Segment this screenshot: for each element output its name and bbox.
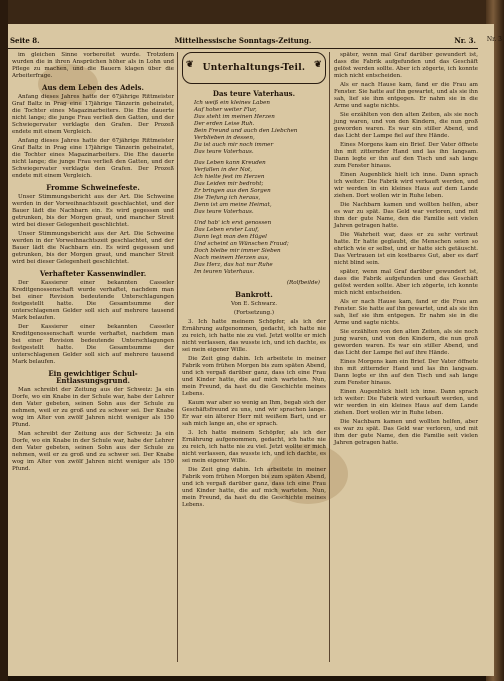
poem-line: Das Leiden mir bedroht; xyxy=(194,181,264,187)
poem-stanza xyxy=(182,100,326,156)
story-paragraph: 3. Ich hatte meinem Schöpfer, als ich der Ernährung aufgenommen, gedacht, ich hatte nie zu reich, ich hatte nie zu viel. Jetzt wollte er mich nicht verlassen, das wusste ich, und ich dachte, es sei mein eigener Wille. xyxy=(182,430,326,464)
poem-line: Nach meinem Herzen aus, xyxy=(194,255,270,261)
poem-line: Das Leben erster Lauf, xyxy=(194,227,259,233)
page-number: Seite 8. xyxy=(10,36,40,45)
story-continuation: (Fortsetzung.) xyxy=(233,310,275,316)
poem-line: Das teure Vaterhaus. xyxy=(194,149,254,155)
poem-title: Das teure Vaterhaus. xyxy=(212,89,296,98)
issue-number: Nr. 3. xyxy=(454,36,476,45)
poem-line: Das Leben kann Kreuden xyxy=(194,160,266,166)
article-text: Man schreibt der Zeitung aus der Schweiz: Ja ein Dorfe, wo ein Knabe in der Schule war, habe der Lehrer den Vater gebeten, seinen Sohn aus der Schule zu nehmen, weil er zu groß und zu schwer sei. Der Knabe wog im Alter von zwölf Jahren nicht weniger als 150 Pfund. xyxy=(12,387,174,428)
poem-line: Und scheint an Wünschen Fraud; xyxy=(194,241,289,247)
poem-line: Verblieben in dessen, xyxy=(194,135,255,141)
banner-title: Unterhaltungs-Teil. xyxy=(202,62,306,73)
story-paragraph: Einen Augenblick hielt ich inne. Dann sprach ich weiter: Die Fabrik wird verkauft werden, und wir werden in ein kleines Haus auf dem Lande ziehen. Dort wollen wir in Ruhe leben. xyxy=(334,172,478,199)
poem-line: Ich weiß ein kleines Laben xyxy=(194,100,270,106)
poem-line: Bein Freund und auch den Liebchen xyxy=(194,128,298,134)
poem-line: Da ist auch mir noch immer xyxy=(194,142,274,148)
article-title: Fromme Schweinefeste. xyxy=(46,183,140,192)
scan-top-edge xyxy=(8,0,486,24)
ornament-icon: ❦ xyxy=(314,60,322,70)
poem-line: Das steht im meinen Herzen xyxy=(194,114,275,120)
story-paragraph: Einen Augenblick hielt ich inne. Dann sprach ich weiter: Die Fabrik wird verkauft werden, und wir werden in ein kleines Haus auf dem Lande ziehen. Dort wollen wir in Ruhe leben. xyxy=(334,389,478,416)
book-binding xyxy=(0,0,8,681)
story-title: Bankrott. xyxy=(235,290,273,299)
article-title: Aus dem Leben des Adels. xyxy=(42,83,144,92)
poem-line: Auf hoher weiter Flur, xyxy=(194,107,257,113)
story-paragraph: Als er nach Hause kam, fand er die Frau am Fenster. Sie hatte auf ihn gewartet, und als sie ihn sah, lief sie ihm entgegen. Er nahm sie in die Arme und sagte nichts. xyxy=(334,299,478,326)
story-author: Von E. Schwarz. xyxy=(230,301,277,307)
poem-line: Verfallen in der Not, xyxy=(194,167,252,173)
story-paragraph: Die Zeit ging dahin. Ich arbeitete in meiner Fabrik vom frühen Morgen bis zum späten Abend, und ich vergaß darüber ganz, dass ich eine Frau und Kinder hatte, die auf mich warteten. Nun, mein Freund, da hast du die Geschichte meines Lebens. xyxy=(182,467,326,508)
article-title: Ein gewichtiger Schul-Entlassungsgrund. xyxy=(48,369,138,385)
article-text: Der Kassierer einer bekannten Casseler Kreditgenossenschaft wurde verhaftet, nachdem man bei einer Revision bedeutende Unterschlagungen festgestellt hatte. Die Gesamtsumme der unterschlagenen Gelder soll sich auf mehrere tausend Mark belaufen. xyxy=(12,280,174,321)
poem-line: Doch bleibe mir immer Sieben xyxy=(194,248,281,254)
poem-line: Das teure Vaterhaus. xyxy=(194,209,254,215)
story-paragraph: Eines Morgens kam ein Brief. Der Vater öffnete ihn mit zitternder Hand und las ihn langsam. Dann legte er ihn auf den Tisch und sah lange zum Fenster hinaus. xyxy=(334,359,478,386)
poem-line: Im teuren Vaterhaus. xyxy=(194,269,255,275)
column-rule xyxy=(329,52,330,662)
story-paragraph: Kaum war aber so wenig an Ihm, begab sich der Geschäftsfreund zu uns, und wir sprachen lange. Er war ein älterer Herr mit weißem Bart, und er sah mich lange an, ehe er sprach. xyxy=(182,400,326,427)
poem-line: Denn ist am meine Heimat, xyxy=(194,202,272,208)
newspaper-title: Mittelhessische Sonntags-Zeitung. xyxy=(174,36,312,45)
poem-line: Dann legt man den Hügel xyxy=(194,234,267,240)
article-title: Verhafteter Kassenwindler. xyxy=(39,269,147,278)
article-text: Unser Stimmungsbericht aus der Art. Die Schweine werden in der Vorweihnachtszeit geschlachtet, und der Bauer lädt die Nachbarn ein. Es wird gegessen und getrunken, bis der Morgen graut, und mancher Streit wird bei dieser Gelegenheit geschlichtet. xyxy=(12,231,174,265)
story-paragraph: später, wenn mal Graf darüber gewundert ist, dass die Fabrik aufgefunden und das Geschäft gelöst werden sollte. Aber ich zögerte, ich konnte mich nicht entscheiden. xyxy=(334,52,478,79)
poem-stanza xyxy=(182,160,326,216)
article-text: Anfang dieses Jahres hatte der 67jährige Rittmeister Graf Baltz in Prag eine 17jährige Tänzerin geheiratet, die Tochter eines Magazinarbeiters. Die Ehe dauerte nicht lange; die junge Frau verließ den Gatten, und der Schwiegervater verklagte den Grafen. Der Prozeß endete mit einem Vergleich. xyxy=(12,94,174,135)
column-right xyxy=(334,52,478,449)
article-text: Unser Stimmungsbericht aus der Art. Die Schweine werden in der Vorweihnachtszeit geschlachtet, und der Bauer lädt die Nachbarn ein. Es wird gegessen und getrunken, bis der Morgen graut, und mancher Streit wird bei dieser Gelegenheit geschlichtet. xyxy=(12,194,174,228)
story-paragraph: Eines Morgens kam ein Brief. Der Vater öffnete ihn mit zitternder Hand und las ihn langsam. Dann legte er ihn auf den Tisch und sah lange zum Fenster hinaus. xyxy=(334,142,478,169)
poem-line: Und hab' ich erst genossen xyxy=(194,220,272,226)
story-paragraph: Als er nach Hause kam, fand er die Frau am Fenster. Sie hatte auf ihn gewartet, und als sie ihn sah, lief sie ihm entgegen. Er nahm sie in die Arme und sagte nichts. xyxy=(334,82,478,109)
story-paragraph: Sie erzählten von den alten Zeiten, als sie noch jung waren, und von den Kindern, die nun groß geworden waren. Es war ein stiller Abend, und das Licht der Lampe fiel auf ihre Hände. xyxy=(334,329,478,356)
poem-signature: (Rolfbeilde) xyxy=(286,280,320,286)
section-banner xyxy=(182,52,326,84)
poem-stanza xyxy=(182,220,326,276)
intro-paragraph: im gleichen Sinne vorbereitet wurde. Trotzdem wurden die in ihren Ansprüchen höher als in Lohn und Pflege zu machen, und die Bauern klagen über die Arbeiterfrage. xyxy=(12,52,174,79)
page-header xyxy=(8,34,478,49)
article-text: Anfang dieses Jahres hatte der 67jährige Rittmeister Graf Baltz in Prag eine 17jährige Tänzerin geheiratet, die Tochter eines Magazinarbeiters. Die Ehe dauerte nicht lange; die junge Frau verließ den Gatten, und der Schwiegervater verklagte den Grafen. Der Prozeß endete mit einem Vergleich. xyxy=(12,138,174,179)
story-paragraph: Die Nachbarn kamen und wollten helfen, aber es war zu spät. Das Geld war verloren, und mit ihm der gute Name, den die Familie seit vielen Jahren getragen hatte. xyxy=(334,419,478,446)
poem-line: Der erden Leise Ruh. xyxy=(194,121,255,127)
ornament-icon: ❦ xyxy=(186,60,194,70)
poem-line: Er bringen aus den Sorgen xyxy=(194,188,271,194)
poem-line: Die Tiefung ich heraus, xyxy=(194,195,261,201)
edge-issue-number: Nr. 3 xyxy=(486,36,502,43)
article-text: Der Kassierer einer bekannten Casseler Kreditgenossenschaft wurde verhaftet, nachdem man bei einer Revision bedeutende Unterschlagungen festgestellt hatte. Die Gesamtsumme der unterschlagenen Gelder soll sich auf mehrere tausend Mark belaufen. xyxy=(12,324,174,365)
story-paragraph: Die Zeit ging dahin. Ich arbeitete in meiner Fabrik vom frühen Morgen bis zum späten Abend, und ich vergaß darüber ganz, dass ich eine Frau und Kinder hatte, die auf mich warteten. Nun, mein Freund, da hast du die Geschichte meines Lebens. xyxy=(182,356,326,397)
poem-line: Ich hielte fest im Herzen xyxy=(194,174,265,180)
story-paragraph: Sie erzählten von den alten Zeiten, als sie noch jung waren, und von den Kindern, die nun groß geworden waren. Es war ein stiller Abend, und das Licht der Lampe fiel auf ihre Hände. xyxy=(334,112,478,139)
story-paragraph: Die Nachbarn kamen und wollten helfen, aber es war zu spät. Das Geld war verloren, und mit ihm der gute Name, den die Familie seit vielen Jahren getragen hatte. xyxy=(334,202,478,229)
story-paragraph: 3. Ich hatte meinem Schöpfer, als ich der Ernährung aufgenommen, gedacht, ich hatte nie zu reich, ich hatte nie zu viel. Jetzt wollte er mich nicht verlassen, das wusste ich, und ich dachte, es sei mein eigener Wille. xyxy=(182,319,326,353)
article-text: Man schreibt der Zeitung aus der Schweiz: Ja ein Dorfe, wo ein Knabe in der Schule war, habe der Lehrer den Vater gebeten, seinen Sohn aus der Schule zu nehmen, weil er zu groß und zu schwer sei. Der Knabe wog im Alter von zwölf Jahren nicht weniger als 150 Pfund. xyxy=(12,431,174,472)
column-left xyxy=(12,52,174,475)
poem-line: Das Herz, das hat nur Ruhe xyxy=(194,262,273,268)
story-paragraph: Die Wahrheit war, dass er zu sehr vertraut hatte. Er hatte geglaubt, die Menschen seien so ehrlich wie er selbst, und er hatte sich getäuscht. Das Vertrauen ist ein kostbares Gut, aber es darf nicht blind sein. xyxy=(334,232,478,266)
column-middle xyxy=(182,52,326,511)
column-rule xyxy=(177,52,178,662)
story-paragraph: später, wenn mal Graf darüber gewundert ist, dass die Fabrik aufgefunden und das Geschäft gelöst werden sollte. Aber ich zögerte, ich konnte mich nicht entscheiden. xyxy=(334,269,478,296)
